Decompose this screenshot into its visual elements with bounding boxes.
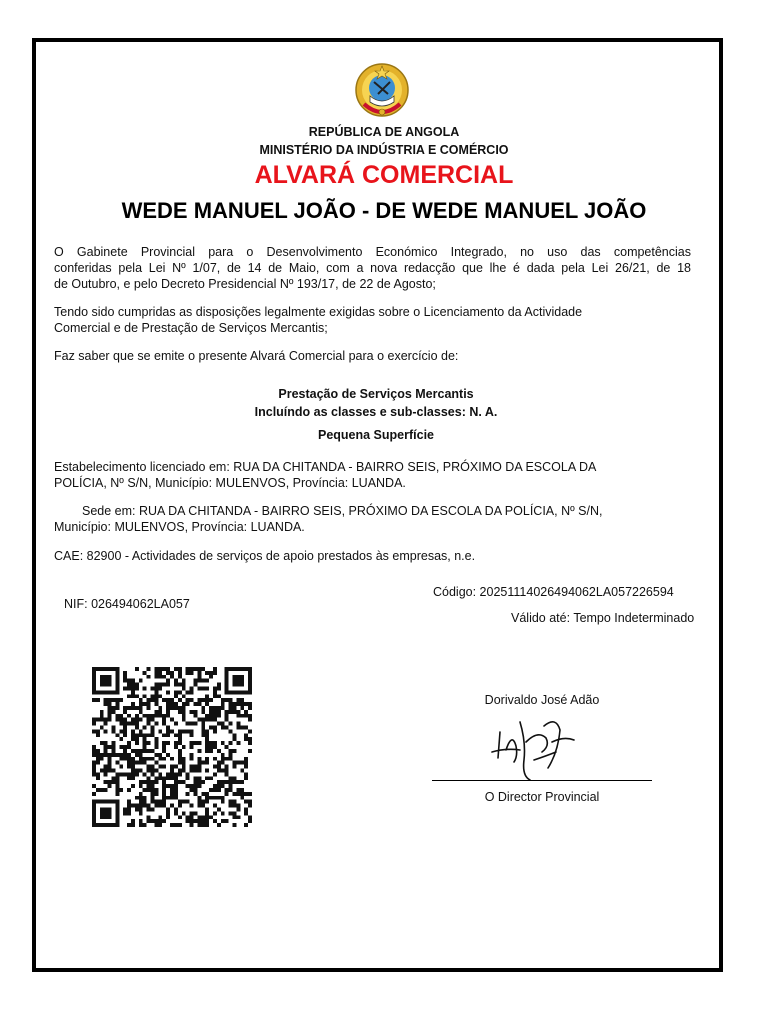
validity: Válido até: Tempo Indeterminado <box>511 611 695 625</box>
activity-line: Prestação de Serviços Mercantis <box>278 387 474 401</box>
handwritten-signature-icon <box>486 712 582 782</box>
paragraph-line: Município: MULENVOS, Província: LUANDA. <box>54 520 305 534</box>
paragraph-line: POLÍCIA, Nº S/N, Município: MULENVOS, Província: LUANDA. <box>54 476 406 490</box>
holder-name: WEDE MANUEL JOÃO - DE WEDE MANUEL JOÃO <box>121 198 647 223</box>
signature-line <box>432 780 652 781</box>
cae-line: CAE: 82900 - Actividades de serviços de apoio prestados às empresas, n.e. <box>54 549 476 563</box>
paragraph-line: de Outubro, e pelo Decreto Presidencial Nº 193/17, de 22 de Agosto; <box>54 277 436 291</box>
document-title: ALVARÁ COMERCIAL <box>254 161 514 189</box>
nif-number: NIF: 026494062LA057 <box>64 597 190 611</box>
license-code: Código: 20251114026494062LA057226594 <box>433 585 674 599</box>
signer-name: Dorivaldo José Adão <box>484 693 600 707</box>
signer-role: O Director Provincial <box>484 790 600 804</box>
ministry-heading: MINISTÉRIO DA INDÚSTRIA E COMÉRCIO <box>259 143 509 157</box>
compliance-paragraph <box>54 304 691 336</box>
surface-line: Pequena Superfície <box>317 428 434 442</box>
paragraph-line: O Gabinete Provincial para o Desenvolvimento Económico Integrado, no uso das competências <box>54 245 691 259</box>
legal-basis-paragraph <box>54 244 691 292</box>
paragraph-line: Sede em: RUA DA CHITANDA - BAIRRO SEIS, PRÓXIMO DA ESCOLA DA POLÍCIA, Nº S/N, <box>82 504 603 518</box>
paragraph-line: Tendo sido cumpridas as disposições legalmente exigidas sobre o Licenciamento da Actividade <box>54 305 583 319</box>
qr-code-icon <box>90 667 254 827</box>
establishment-address <box>54 459 691 491</box>
republic-heading: REPÚBLICA DE ANGOLA <box>308 125 460 139</box>
paragraph-line: Comercial e de Prestação de Serviços Mercantis; <box>54 321 328 335</box>
issuance-paragraph: Faz saber que se emite o presente Alvará Comercial para o exercício de: <box>54 349 459 363</box>
angola-coat-of-arms-icon <box>354 60 410 120</box>
seat-address <box>54 503 691 535</box>
paragraph-line: conferidas pela Lei Nº 1/07, de 14 de Maio, com a nova redacção que lhe é dada pela Lei 26/21, de 18 <box>54 261 691 275</box>
paragraph-line: Estabelecimento licenciado em: RUA DA CHITANDA - BAIRRO SEIS, PRÓXIMO DA ESCOLA DA <box>54 460 597 474</box>
classes-line: Incluíndo as classes e sub-classes: N. A. <box>254 405 498 419</box>
